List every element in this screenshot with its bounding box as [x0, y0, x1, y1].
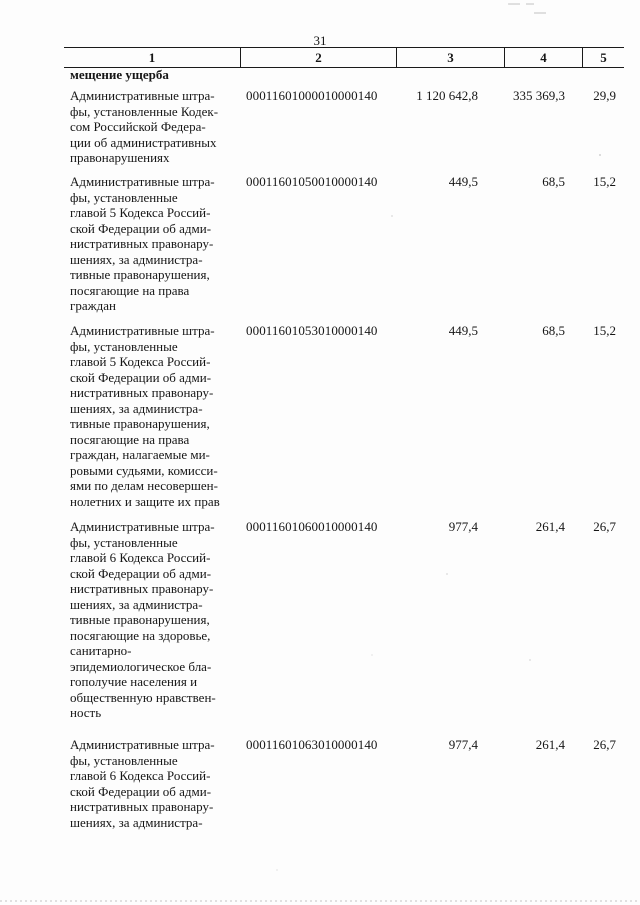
value-col3: 977,4	[448, 737, 478, 752]
description-line: ность	[70, 705, 102, 720]
description-line: фы, установленные Кодек-	[70, 103, 219, 119]
description-line: ции об административных	[70, 134, 217, 150]
scan-specks	[277, 154, 601, 870]
section-title: мещение ущерба	[70, 67, 169, 82]
description-line: нолетних и защите их прав	[70, 493, 220, 509]
description-line: посягающие на права	[70, 282, 190, 298]
value-col4: 68,5	[542, 323, 565, 338]
description-line: посягающие на здоровье,	[70, 627, 211, 643]
description-line: ской Федерации об адми-	[70, 783, 212, 799]
column-header-5: 5	[600, 50, 607, 65]
value-col3: 449,5	[448, 323, 478, 338]
description-line: главой 5 Кодекса Россий-	[70, 354, 211, 369]
budget-code: 00011601060010000140	[246, 519, 378, 534]
description-line: тивные правонарушения,	[70, 612, 210, 627]
row-description	[70, 323, 236, 509]
value-col3: 1 120 642,8	[416, 88, 478, 103]
value-col3: 977,4	[448, 519, 478, 534]
description-line: Административные штра-	[70, 174, 215, 189]
description-line: нистративных правонару-	[70, 236, 214, 251]
value-col4: 68,5	[542, 174, 565, 189]
description-line: Административные штра-	[70, 519, 215, 534]
budget-code: 00011601063010000140	[246, 737, 378, 752]
row-description	[70, 174, 236, 314]
description-line: фы, установленные	[70, 189, 178, 205]
description-line: фы, установленные	[70, 752, 178, 768]
description-line: правонарушениях	[70, 150, 170, 165]
row-description	[70, 737, 236, 830]
description-line: ской Федерации об адми-	[70, 220, 212, 236]
description-line: ской Федерации об адми-	[70, 369, 212, 385]
value-col4: 261,4	[535, 737, 565, 752]
description-line: посягающие на права	[70, 431, 190, 447]
description-line: нистративных правонару-	[70, 799, 214, 814]
description-line: шениях, за администра-	[70, 400, 203, 416]
description-line: главой 6 Кодекса Россий-	[70, 768, 211, 783]
description-line: нистративных правонару-	[70, 581, 214, 596]
value-col5: 15,2	[593, 174, 616, 189]
description-line: нистративных правонару-	[70, 385, 214, 400]
value-col5: 29,9	[593, 88, 616, 103]
description-line: эпидемиологическое бла-	[70, 658, 212, 674]
description-line: ской Федерации об адми-	[70, 565, 212, 581]
description-line: шениях, за администра-	[70, 596, 203, 612]
budget-code: 00011601053010000140	[246, 323, 378, 338]
row-description	[70, 519, 236, 721]
description-line: фы, установленные	[70, 338, 178, 354]
description-line: ями по делам несовершен-	[70, 478, 218, 493]
description-line: сом Российской Федера-	[70, 119, 206, 134]
budget-code: 00011601000010000140	[246, 88, 378, 103]
description-line: тивные правонарушения,	[70, 267, 210, 282]
column-header-4: 4	[540, 50, 547, 65]
value-col5: 15,2	[593, 323, 616, 338]
description-line: главой 5 Кодекса Россий-	[70, 205, 211, 220]
description-line: Административные штра-	[70, 323, 215, 338]
page-number: 31	[313, 33, 327, 48]
description-line: ровыми судьями, комисси-	[70, 462, 218, 478]
table-column-header-row	[64, 47, 624, 68]
description-line: гополучие населения и	[70, 674, 198, 689]
value-col4: 335 369,3	[513, 88, 565, 103]
column-header-2: 2	[315, 50, 322, 65]
description-line: граждан, налагаемые ми-	[70, 447, 210, 462]
scan-edge-marks	[508, 4, 546, 13]
description-line: шениях, за администра-	[70, 251, 203, 267]
description-line: Административные штра-	[70, 737, 215, 752]
description-line: шениях, за администра-	[70, 814, 203, 830]
description-line: санитарно-	[70, 643, 132, 658]
description-line: тивные правонарушения,	[70, 416, 210, 431]
column-header-1: 1	[148, 50, 156, 65]
description-line: Административные штра-	[70, 88, 215, 103]
description-line: граждан	[70, 298, 116, 313]
description-line: главой 6 Кодекса Россий-	[70, 550, 211, 565]
column-header-3: 3	[447, 50, 454, 65]
value-col5: 26,7	[593, 737, 616, 752]
row-description	[70, 88, 236, 166]
description-line: фы, установленные	[70, 534, 178, 550]
value-col5: 26,7	[593, 519, 616, 534]
value-col4: 261,4	[535, 519, 565, 534]
description-line: общественную нравствен-	[70, 689, 216, 705]
budget-code: 00011601050010000140	[246, 174, 378, 189]
value-col3: 449,5	[448, 174, 478, 189]
